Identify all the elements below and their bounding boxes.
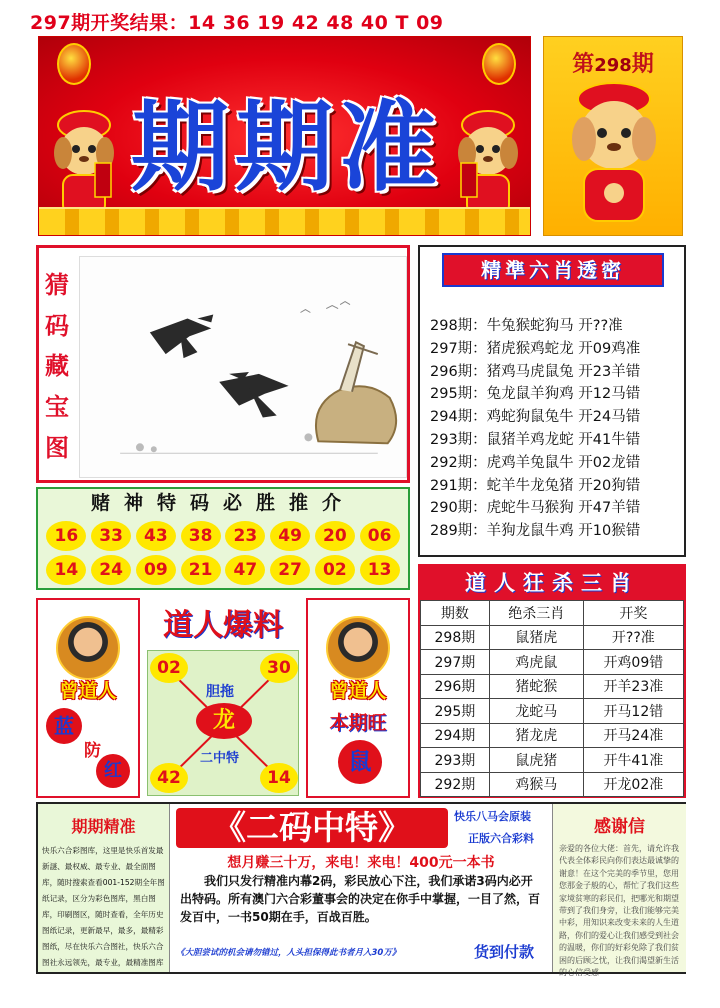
- ad-body: 我们只发行精准内幕2码，彩民放心下注，我们承诺3码内必开出特码。所有澳门六合彩董事会的决定在你手中掌握，一目了然，百发百中，一书50期在手，百战百胜。: [180, 874, 541, 924]
- number-ball: 23: [225, 521, 265, 551]
- list-item: 289期：羊狗龙鼠牛鸡 开10猴错: [430, 523, 641, 540]
- number-row: [38, 555, 408, 585]
- gambler-title: 赌神特码必胜推介: [90, 492, 355, 514]
- table-cell: 龙蛇马: [489, 699, 583, 724]
- kill-three-table: [420, 600, 684, 797]
- dragon-circle: [196, 703, 252, 739]
- avatar: [56, 616, 120, 680]
- table-row: [421, 699, 684, 724]
- kill-three-zodiac-panel: [418, 564, 686, 798]
- table-row: [421, 625, 684, 650]
- table-cell: 295期: [421, 699, 490, 724]
- gold-ingots-strip: [39, 207, 530, 235]
- number-ball: 47: [225, 555, 265, 585]
- riddle-char: 藏: [45, 351, 69, 381]
- column-header: 期数: [421, 601, 490, 626]
- table-cell: 294期: [421, 723, 490, 748]
- list-item: 292期：虎鸡羊兔鼠牛 开02龙错: [430, 454, 641, 471]
- table-cell: 297期: [421, 650, 490, 675]
- table-cell: 开羊23准: [583, 674, 683, 699]
- number-ball: 43: [136, 521, 176, 551]
- bottom-ad-section: [36, 802, 686, 978]
- daoren-tip-box: [143, 598, 303, 798]
- number-ball: 14: [46, 555, 86, 585]
- ad-slogan: 想月赚三十万，来电！来电！400元一本书: [227, 855, 495, 871]
- blue-circle: [46, 708, 82, 744]
- issue-number: [544, 47, 682, 78]
- table-row: [421, 674, 684, 699]
- table-cell: 298期: [421, 625, 490, 650]
- two-code-ad: [172, 804, 550, 972]
- table-cell: 292期: [421, 772, 490, 797]
- blue-label: 蓝: [54, 714, 74, 738]
- erzhongte-label: 二中特: [200, 751, 240, 766]
- daoren-name: 曾道人: [329, 680, 387, 702]
- library-ad-text: 快乐六合彩图库，这里是快乐首发最新謎、最权威、最专业、最全面图库，随时搜索查看001-152期全年图纸记录，区分为彩色图库，黑白图库，印刷图区，随时查看，全年历史图纸记录，更新最早，最多，最精彩图纸，尽在快乐六合图社，快乐六合图社永远领先，最专业，最精准图库: [42, 846, 165, 967]
- table-cell: 鼠虎猪: [489, 748, 583, 773]
- ad-footnote: 《大胆尝试的机会请勿错过，人头担保得此书者月入30万》: [176, 948, 401, 958]
- number-ball: 49: [270, 521, 310, 551]
- banner-title: 期期准: [130, 90, 443, 205]
- table-row: [421, 772, 684, 797]
- table-row: [421, 650, 684, 675]
- tip-number: 02: [150, 653, 188, 683]
- table-cell: 猪蛇猴: [489, 674, 583, 699]
- column-header: 开奖: [583, 601, 683, 626]
- riddle-char: 码: [45, 310, 69, 340]
- issue-value: 298: [594, 55, 632, 76]
- swallows-rock-painting: [79, 256, 407, 478]
- six-zodiac-title: 精準六肖透密: [442, 253, 664, 287]
- table-cell: 鸡猴马: [489, 772, 583, 797]
- thank-you-title: 感谢信: [594, 817, 645, 837]
- daoren-right-box: [306, 598, 410, 798]
- lantern-icon: [482, 43, 516, 85]
- tip-number: 14: [260, 763, 298, 793]
- red-circle: [96, 754, 130, 788]
- lantern-icon: [57, 43, 91, 85]
- riddle-picture-box: [36, 245, 410, 483]
- number-ball: 02: [315, 555, 355, 585]
- number-ball: 16: [46, 521, 86, 551]
- number-ball: 09: [136, 555, 176, 585]
- number-row: [38, 521, 408, 551]
- dragon-label: 龙: [212, 708, 235, 733]
- issue-suffix: 期: [631, 52, 654, 77]
- list-item: 298期：牛兔猴蛇狗马 开??准: [430, 318, 623, 334]
- number-ball: 20: [315, 521, 355, 551]
- column-header: 绝杀三肖: [489, 601, 583, 626]
- thank-you-text: 亲爱的各位大佬：首先，请允许我代表全体彩民向你们表达最诚挚的谢意！在这个完美的季节里，您用您那金子般的心，帮忙了我们这些家境贫寒的彩民们，把哪光和期望带到了我们身旁，让我们能够完美中彩，用知识来改变未来的人生道路，你们的爱心让我们感受到社会的温暖，你们的好彩免除了我们贫困的后顾之忧，让我们渴望新生活的心信受感: [559, 844, 679, 978]
- gambler-recommend-box: [36, 487, 410, 590]
- list-item: 290期：虎蛇牛马猴狗 开47羊错: [430, 500, 641, 517]
- list-item: 294期：鸡蛇狗鼠兔牛 开24马错: [430, 409, 641, 426]
- list-item: 297期：猪虎猴鸡蛇龙 开09鸡准: [430, 340, 641, 357]
- table-cell: 鼠猪虎: [489, 625, 583, 650]
- cartoon-dog-icon: [45, 103, 123, 223]
- rat-label: 鼠: [348, 749, 372, 775]
- issue-panel: [543, 36, 683, 236]
- two-code-title: 《二码中特》: [176, 808, 448, 848]
- tip-number: 30: [260, 653, 298, 683]
- number-ball: 38: [181, 521, 221, 551]
- riddle-side-title: [39, 248, 75, 480]
- number-ball: 06: [360, 521, 400, 551]
- number-ball: 13: [360, 555, 400, 585]
- table-cell: 开马24准: [583, 723, 683, 748]
- issue-prefix: 第: [572, 52, 595, 77]
- number-ball: 21: [181, 555, 221, 585]
- hot-label: 本期旺: [329, 712, 387, 734]
- fang-label: 防: [84, 741, 101, 761]
- cartoon-dog-icon: [449, 103, 527, 223]
- six-zodiac-list: [430, 315, 640, 543]
- table-cell: 开??准: [583, 625, 683, 650]
- riddle-char: 图: [45, 433, 69, 463]
- table-cell: 开牛41准: [583, 748, 683, 773]
- daoren-name: 曾道人: [59, 680, 117, 702]
- table-cell: 开马12错: [583, 699, 683, 724]
- number-ball: 33: [91, 521, 131, 551]
- table-row: [421, 748, 684, 773]
- library-ad: [38, 804, 170, 972]
- ad-tag: 正版六合彩料: [468, 832, 534, 845]
- six-zodiac-panel: [418, 245, 686, 557]
- table-cell: 296期: [421, 674, 490, 699]
- library-ad-title: 期期精准: [71, 817, 136, 836]
- daoren-left-box: [36, 598, 140, 798]
- dantuo-label: 胆拖: [206, 684, 234, 700]
- table-cell: 开龙02准: [583, 772, 683, 797]
- table-cell: 293期: [421, 748, 490, 773]
- table-row: [421, 723, 684, 748]
- rat-circle: [338, 740, 382, 784]
- list-item: 291期：蛇羊牛龙兔猪 开20狗错: [430, 477, 641, 494]
- table-header-row: [421, 601, 684, 626]
- number-ball: 24: [91, 555, 131, 585]
- number-ball: 27: [270, 555, 310, 585]
- riddle-char: 宝: [45, 392, 69, 422]
- riddle-char: 猜: [45, 269, 69, 299]
- daoren-tip-title: 道人爆料: [163, 608, 283, 643]
- list-item: 296期：猪鸡马虎鼠兔 开23羊错: [430, 363, 641, 380]
- tip-number: 42: [150, 763, 188, 793]
- avatar: [326, 616, 390, 680]
- table-cell: 开鸡09错: [583, 650, 683, 675]
- ad-tag: 快乐八马会原装: [454, 810, 531, 823]
- table-cell: 鸡虎鼠: [489, 650, 583, 675]
- list-item: 295期：兔龙鼠羊狗鸡 开12马错: [430, 386, 641, 403]
- tip-board: [147, 650, 299, 796]
- draw-result-text: 297期开奖结果：14 36 19 42 48 40 T 09: [30, 12, 444, 34]
- list-item: 293期：鼠猪羊鸡龙蛇 开41牛错: [430, 431, 641, 448]
- kill-three-title: 道人狂杀三肖: [420, 566, 684, 600]
- table-cell: 猪龙虎: [489, 723, 583, 748]
- cod-label: 货到付款: [474, 943, 535, 961]
- cartoon-dog-icon: [544, 77, 684, 237]
- red-label: 红: [104, 760, 122, 781]
- thank-you-letter: [552, 804, 686, 978]
- title-banner: [38, 36, 531, 236]
